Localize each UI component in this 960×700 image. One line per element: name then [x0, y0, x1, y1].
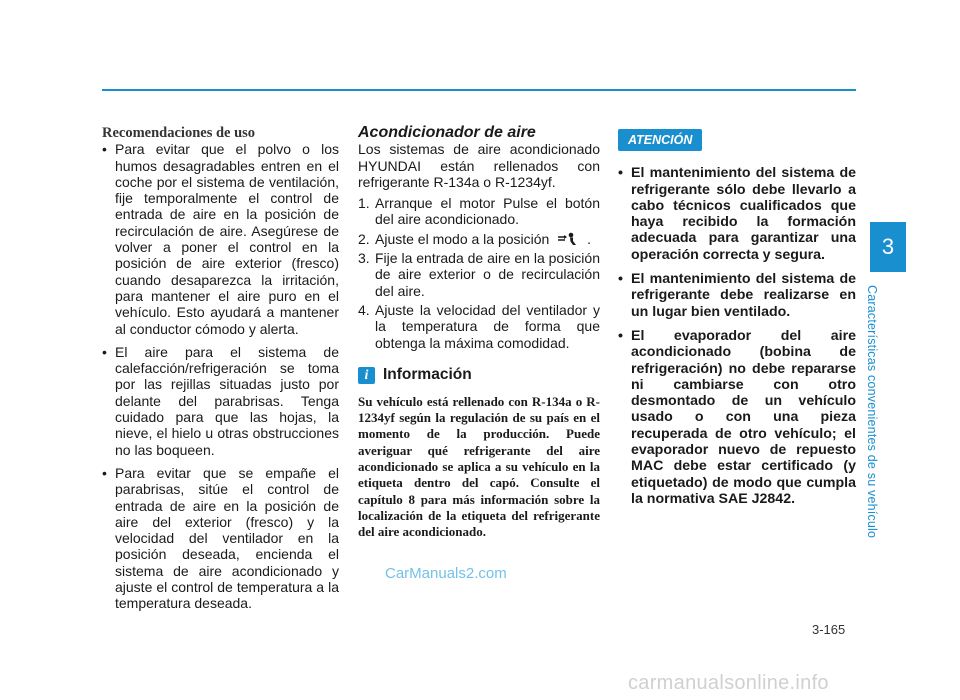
column-caution — [618, 125, 856, 515]
list-item-text: Para evitar que se empañe el parabrisas, sitúe el control de entrada de aire en la posición de aire del exterior (fresco) y la velocidad del ventilador en la posición deseada, encienda el sistema de aire acondicionado y ajuste el control de temperatura a la temperatura deseada. — [115, 464, 339, 612]
step-text-wrap — [375, 231, 600, 247]
step-text: Ajuste el modo a la posición — [375, 230, 550, 247]
air-conditioner-intro: Los sistemas de aire acondicionado HYUNDAI están rellenados con refrigerante R-134a o R-1234yf. — [358, 141, 600, 190]
caution-badge: ATENCIÓN — [618, 129, 702, 151]
bullet-mark: • — [102, 141, 107, 158]
bullet-mark: • — [618, 165, 623, 182]
chapter-tab: 3 — [870, 222, 906, 272]
step-item — [358, 302, 600, 351]
list-item — [618, 271, 856, 320]
list-item — [102, 141, 339, 337]
list-item-text: El aire para el sistema de calefacción/refrigeración se toma por las rejillas situadas justo por delante del parabrisas. Tenga cuidado para que las hojas, la nieve, el hielo u otras obstrucciones no las boqueen. — [115, 343, 339, 458]
info-title: Información — [383, 366, 472, 384]
info-text: Su vehículo está rellenado con R-134a o R-1234yf según la regulación de su país en el momento de la producción. Puede averiguar qué refrigerante del aire acondicionado se aplica a su vehículo en la etiqueta dentro del capó. Consulte el capítulo 8 para más información sobre la localización de la etiqueta del refrigerante del aire acondicionado. — [358, 393, 600, 540]
step-item — [358, 250, 600, 299]
step-text: Ajuste la velocidad del ventilador y la temperatura de forma que obtenga la máxima comodidad. — [375, 301, 600, 351]
page-number: 3-165 — [812, 622, 846, 637]
bullet-mark: • — [102, 343, 107, 360]
info-icon: i — [358, 367, 375, 384]
step-text-suffix: . — [587, 230, 591, 247]
usage-tips-heading: Recomendaciones de uso — [102, 125, 256, 141]
info-header — [358, 367, 600, 384]
bullet-mark: • — [102, 464, 107, 481]
top-rule — [102, 89, 856, 91]
list-item-text: Para evitar que el polvo o los humos desagradables entren en el coche por el sistema de ventilación, fije temporalmente el control de entrada de aire en la posición de recirculación de aire. Asegúrese de volver a poner el control en la posición de aire exterior (fresco) cuando desaparezca la irritación, para mantener el aire puro en el vehículo. Esto ayudará a mantener al conductor cómodo y alerta. — [115, 141, 339, 337]
list-item — [102, 465, 339, 612]
list-item — [618, 328, 856, 507]
step-number: 3. — [358, 250, 370, 267]
list-item-text: El mantenimiento del sistema de refrigerante sólo debe llevarlo a cabo técnicos cualificados que haya recibido la formación adecuada para garantizar una operación correcta y segura. — [631, 165, 856, 263]
list-item — [618, 165, 856, 263]
watermark-text: CarManuals2.com — [385, 565, 507, 582]
list-item-text: El evaporador del aire acondicionado (bobina de refrigeración) no debe repararse ni cambiarse con otro desmontado de un vehículo usado o con una pieza recuperada de otro vehículo; el evaporador nuevo de repuesto MAC debe estar certificado (y etiquetado) de modo que cumpla la normativa SAE J2842. — [631, 327, 856, 507]
column-air-conditioner — [358, 125, 600, 541]
air-mode-face-icon — [557, 232, 579, 246]
air-conditioner-heading: Acondicionador de aire — [358, 124, 536, 141]
step-text: Fije la entrada de aire en la posición de aire exterior o de recirculación del aire. — [375, 250, 600, 299]
footer-watermark: carmanualsonline.info — [628, 672, 829, 694]
step-number: 1. — [358, 195, 370, 212]
step-item — [358, 231, 600, 247]
list-item — [102, 344, 339, 458]
list-item-text: El mantenimiento del sistema de refrigerante debe realizarse en un lugar bien ventilado. — [631, 271, 856, 320]
step-text: Arranque el motor Pulse el botón del aire acondicionado. — [375, 195, 600, 228]
column-usage-tips — [102, 125, 339, 619]
step-number: 4. — [358, 301, 370, 318]
bullet-mark: • — [618, 327, 623, 344]
bullet-mark: • — [618, 271, 623, 288]
step-number: 2. — [358, 230, 370, 247]
step-item — [358, 195, 600, 228]
chapter-side-title-text: Características convenientes de su vehículo — [865, 285, 879, 539]
